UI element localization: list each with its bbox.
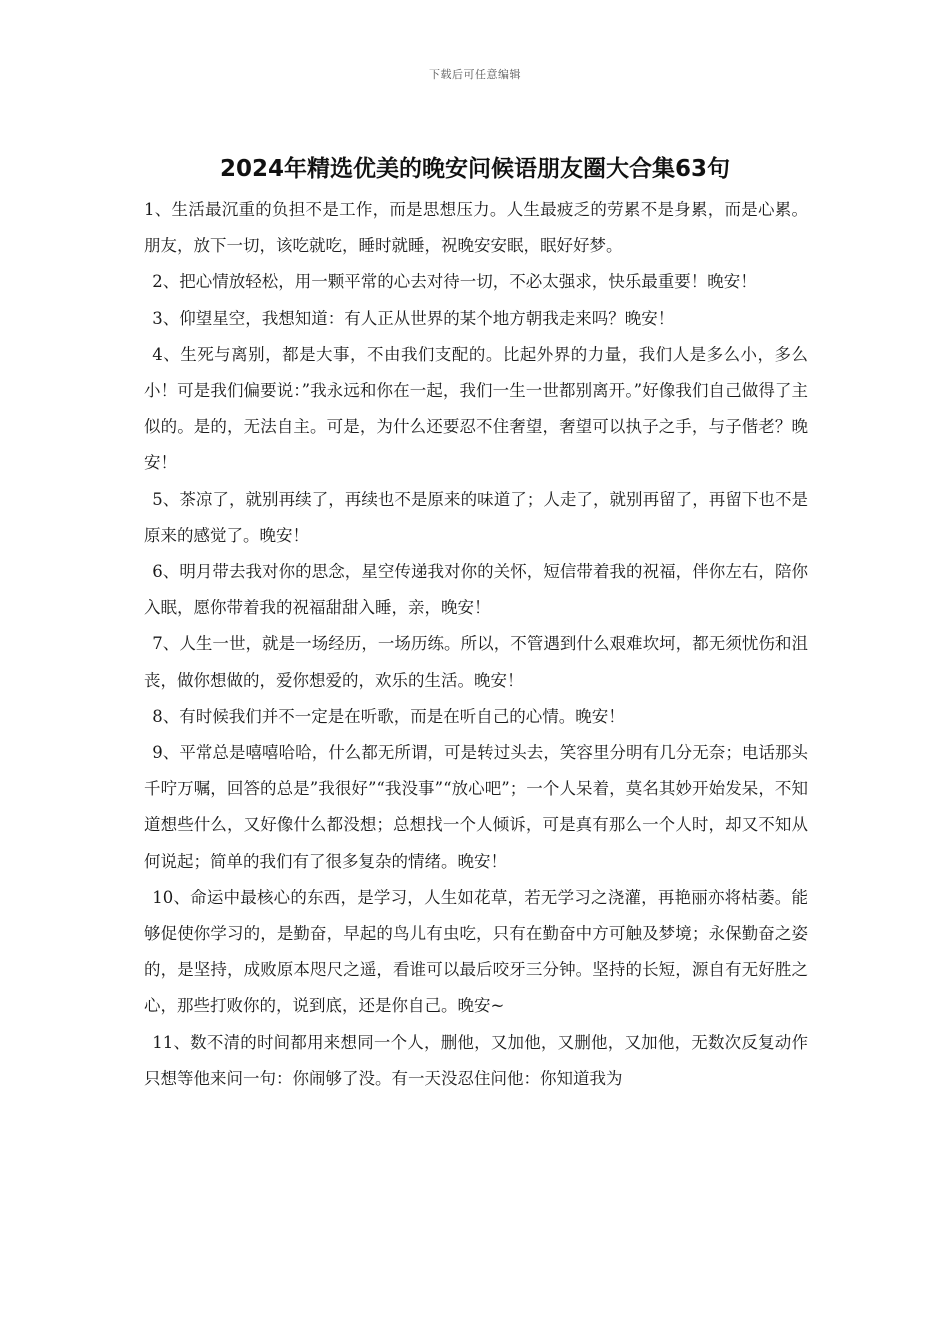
list-item: 6、明月带去我对你的思念，星空传递我对你的关怀，短信带着我的祝福，伴你左右，陪你入眠，愿你带着我的祝福甜甜入睡，亲，晚安！: [144, 562, 808, 618]
list-item: 10、命运中最核心的东西，是学习，人生如花草，若无学习之浇灌，再艳丽亦将枯萎。能够促使你学习的，是勤奋，早起的鸟儿有虫吃，只有在勤奋中方可触及梦境；永保勤奋之姿的，是坚持，成败原本咫尺之遥，看谁可以最后咬牙三分钟。坚持的长短，源自有无好胜之心，那些打败你的，说到底，还是你自己。晚安~: [144, 887, 808, 1016]
list-item: 4、生死与离别，都是大事，不由我们支配的。比起外界的力量，我们人是多么小，多么小！可是我们偏要说：”我永远和你在一起，我们一生一世都别离开。”好像我们自己做得了主似的。是的，无法自主。可是，为什么还要忍不住奢望，奢望可以执子之手，与子偕老？晚安！: [144, 344, 808, 473]
list-item: 8、有时候我们并不一定是在听歌，而是在听自己的心情。晚安！: [152, 706, 625, 726]
list-item: 11、数不清的时间都用来想同一个人，删他，又加他，又删他，又加他，无数次反复动作只想等他来问一句：你闹够了没。有一天没忍住问他：你知道我为: [144, 1032, 808, 1088]
header-note: 下载后可任意编辑: [429, 68, 521, 81]
document-title: 2024年精选优美的晚安问候语朋友圈大合集63句: [219, 156, 731, 182]
list-item: 3、仰望星空，我想知道：有人正从世界的某个地方朝我走来吗？晚安！: [152, 308, 675, 328]
list-item: 1、生活最沉重的负担不是工作，而是思想压力。人生最疲乏的劳累不是身累，而是心累。朋友，放下一切，该吃就吃，睡时就睡，祝晚安安眠，眠好好梦。: [144, 200, 808, 256]
list-item: 9、平常总是嘻嘻哈哈，什么都无所谓，可是转过头去，笑容里分明有几分无奈；电话那头千咛万嘱，回答的总是”我很好”“我没事”“放心吧”；一个人呆着，莫名其妙开始发呆，不知道想些什么，又好像什么都没想；总想找一个人倾诉，可是真有那么一个人时，却又不知从何说起；简单的我们有了很多复杂的情绪。晚安！: [144, 743, 808, 871]
list-item: 7、人生一世，就是一场经历，一场历练。所以，不管遇到什么艰难坎坷，都无须忧伤和沮丧，做你想做的，爱你想爱的，欢乐的生活。晚安！: [144, 634, 808, 690]
list-item: 2、把心情放轻松，用一颗平常的心去对待一切，不必太强求，快乐最重要！晚安！: [152, 272, 757, 292]
document-body: [144, 192, 808, 1097]
list-item: 5、茶凉了，就别再续了，再续也不是原来的味道了；人走了，就别再留了，再留下也不是原来的感觉了。晚安！: [144, 489, 808, 545]
